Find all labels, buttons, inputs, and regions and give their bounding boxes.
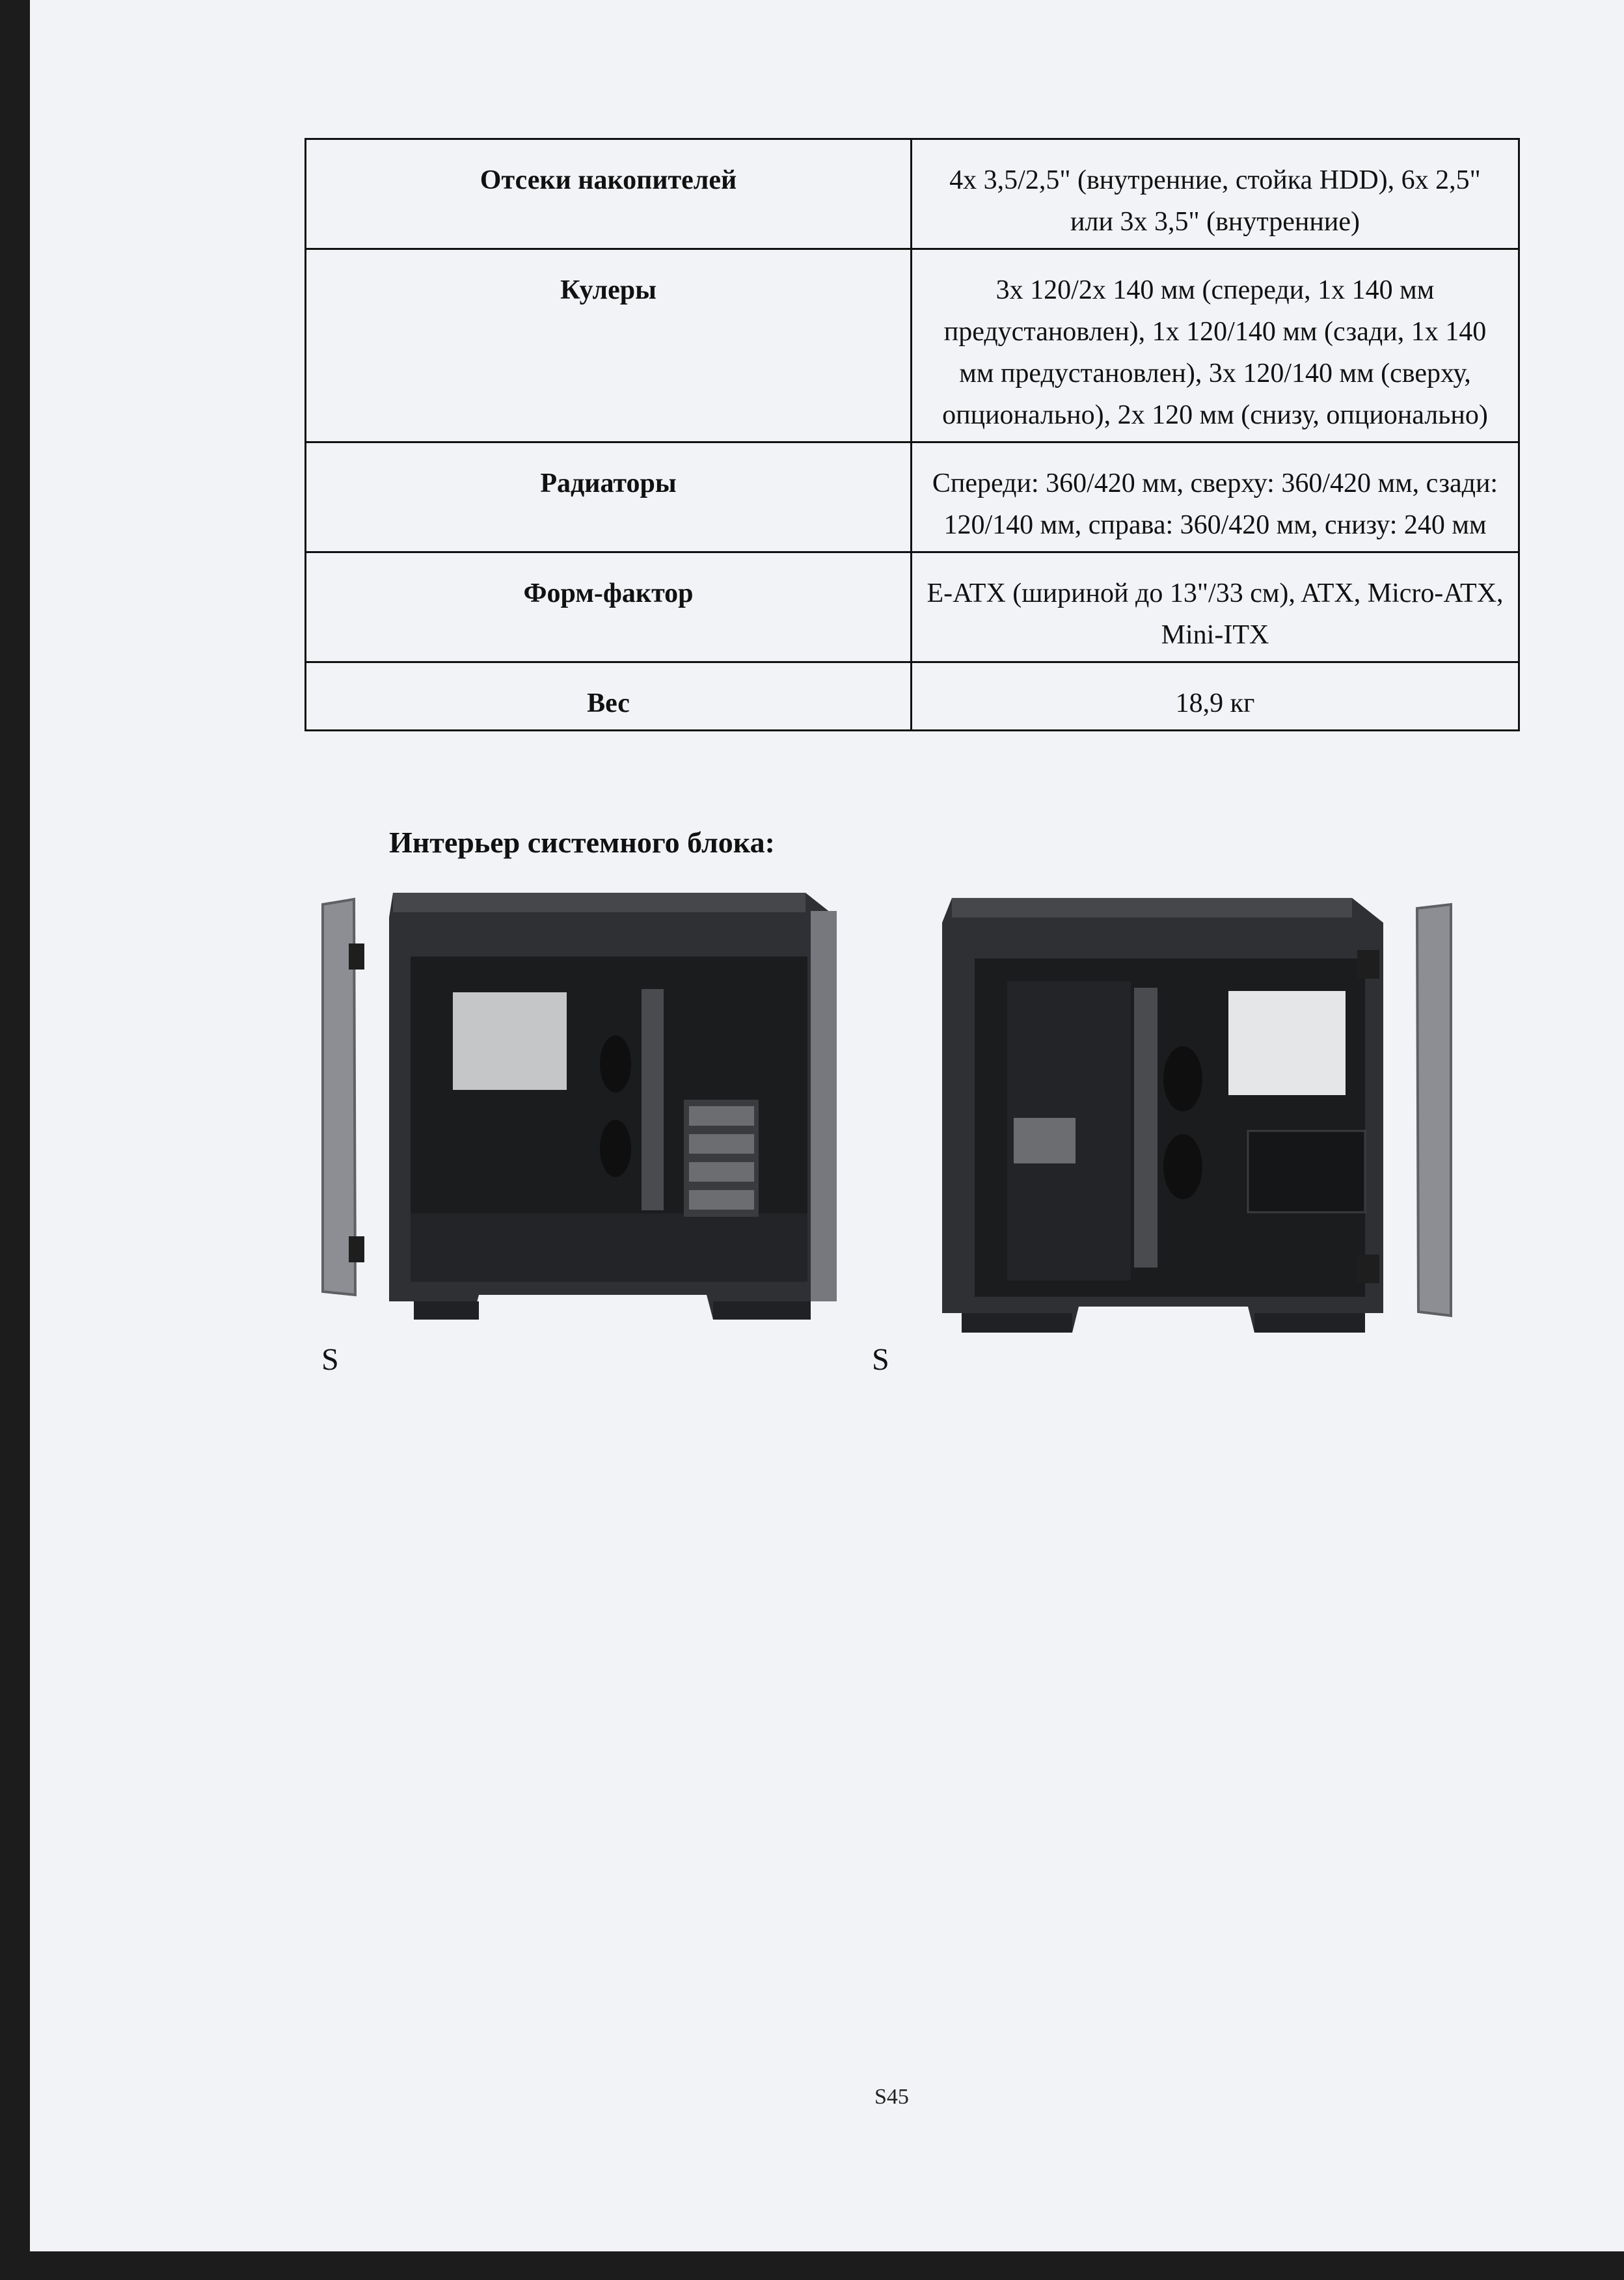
page-number: S45 (874, 2085, 909, 2109)
drive-tray (689, 1134, 754, 1154)
spec-value: E-ATX (шириной до 13"/33 см), ATX, Micro-ATX, Mini-ITX (912, 552, 1519, 662)
table-row (306, 662, 1519, 731)
grommet (600, 1120, 631, 1177)
cpu-cutout-panel (1248, 1131, 1365, 1212)
grommet (600, 1035, 631, 1092)
case-foot (713, 1301, 811, 1320)
case-foot (414, 1301, 479, 1320)
drive-bracket (1014, 1118, 1076, 1163)
grommet (1163, 1046, 1202, 1111)
case-foot (962, 1313, 1072, 1333)
hinge (349, 1236, 364, 1262)
spec-value: 3х 120/2х 140 мм (спереди, 1х 140 мм предустановлен), 1х 120/140 мм (сзади, 1х 140 мм предустановлен), 3х 120/140 мм (сверху, опционально), 2х 120 мм (снизу, опционально) (912, 249, 1519, 442)
case-interior-photo-right (923, 890, 1463, 1339)
spec-label: Вес (306, 662, 912, 731)
hinge (349, 943, 364, 970)
case-side-trim (811, 911, 837, 1301)
grommet (1163, 1134, 1202, 1199)
cutout-window (1228, 991, 1346, 1095)
cutout-window (453, 992, 567, 1090)
scanned-page (30, 0, 1624, 2251)
spec-label: Отсеки накопителей (306, 139, 912, 249)
spec-value: 18,9 кг (912, 662, 1519, 731)
cable-channel (1134, 988, 1157, 1268)
table-row (306, 442, 1519, 552)
drive-tray (689, 1106, 754, 1126)
psu-cover (411, 1214, 807, 1282)
spec-label: Кулеры (306, 249, 912, 442)
spec-value: 4х 3,5/2,5" (внутренние, стойка HDD), 6х 2,5" или 3х 3,5" (внутренние) (912, 139, 1519, 249)
case-top-trim (393, 893, 805, 912)
section-heading: Интерьер системного блока: (389, 826, 775, 859)
cable-channel (642, 989, 664, 1210)
spec-table (304, 138, 1520, 731)
case-top-trim (952, 898, 1352, 917)
drive-tray (689, 1162, 754, 1182)
case-foot (1254, 1313, 1365, 1333)
table-row (306, 552, 1519, 662)
photo-caption: S (872, 1342, 889, 1377)
case-interior-photo-left (316, 885, 850, 1321)
hinge (1357, 950, 1379, 979)
spec-label: Радиаторы (306, 442, 912, 552)
photo-caption: S (321, 1342, 339, 1377)
case-door-panel (1417, 904, 1451, 1316)
drive-tray (689, 1190, 754, 1210)
spec-label: Форм-фактор (306, 552, 912, 662)
table-row (306, 139, 1519, 249)
spec-value: Спереди: 360/420 мм, сверху: 360/420 мм, сзади: 120/140 мм, справа: 360/420 мм, снизу: 240 мм (912, 442, 1519, 552)
table-row (306, 249, 1519, 442)
hinge (1357, 1255, 1379, 1283)
